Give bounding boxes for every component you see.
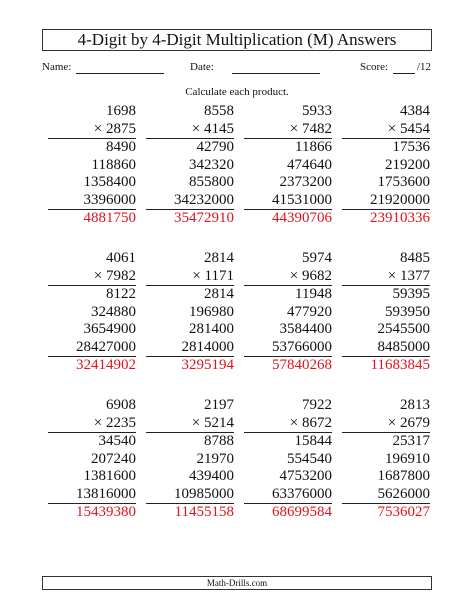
multiplier: × 8672 bbox=[289, 414, 332, 431]
multiplicand: 2813 bbox=[400, 397, 430, 413]
partial-product: 63376000 bbox=[272, 485, 332, 502]
problem-7 bbox=[238, 250, 336, 397]
worksheet-title: 4-Digit by 4-Digit Multiplication (M) Answers bbox=[42, 29, 432, 51]
partial-product: 554540 bbox=[287, 450, 332, 467]
partial-product: 196980 bbox=[189, 303, 234, 320]
problem-9 bbox=[42, 397, 140, 544]
partial-product: 207240 bbox=[91, 450, 136, 467]
problems-grid bbox=[42, 103, 434, 544]
multiplicand: 1698 bbox=[106, 103, 136, 119]
multiplicand: 2197 bbox=[204, 397, 234, 413]
partial-product: 11948 bbox=[295, 286, 332, 302]
multiplier: × 9682 bbox=[289, 267, 332, 284]
partial-product: 593950 bbox=[385, 303, 430, 320]
partial-product: 855800 bbox=[189, 174, 234, 190]
partial-product: 10985000 bbox=[174, 485, 234, 502]
problem-4 bbox=[336, 103, 434, 250]
instruction: Calculate each product. bbox=[185, 86, 289, 98]
problem-8 bbox=[336, 250, 434, 397]
problem-6 bbox=[140, 250, 238, 397]
answer: 57840268 bbox=[272, 357, 332, 373]
partial-product: 1687800 bbox=[377, 468, 430, 484]
partial-product: 42790 bbox=[196, 139, 234, 155]
multiplier: × 7982 bbox=[93, 267, 136, 284]
partial-product: 219200 bbox=[385, 156, 430, 173]
score-total: /12 bbox=[417, 61, 432, 73]
answer: 3295194 bbox=[181, 357, 234, 373]
multiplicand: 2814 bbox=[204, 250, 234, 266]
answer: 11683845 bbox=[370, 357, 430, 373]
answer: 32414902 bbox=[76, 357, 136, 373]
multiplier: × 5214 bbox=[191, 414, 234, 431]
multiplicand: 5933 bbox=[302, 103, 332, 119]
answer: 15439380 bbox=[76, 504, 136, 520]
multiplier: × 5454 bbox=[387, 120, 430, 137]
partial-product: 8485000 bbox=[377, 338, 430, 355]
partial-product: 477920 bbox=[287, 303, 332, 320]
partial-product: 281400 bbox=[189, 321, 234, 337]
partial-product: 17536 bbox=[392, 139, 430, 155]
multiplicand: 8485 bbox=[400, 250, 430, 266]
problem-5 bbox=[42, 250, 140, 397]
partial-product: 5626000 bbox=[377, 485, 430, 502]
problem-3 bbox=[238, 103, 336, 250]
partial-product: 3584400 bbox=[279, 321, 332, 337]
partial-product: 59395 bbox=[392, 286, 430, 302]
partial-product: 439400 bbox=[189, 468, 234, 484]
multiplicand: 5974 bbox=[302, 250, 332, 266]
name-field-line[interactable] bbox=[76, 73, 164, 74]
score-field-line[interactable] bbox=[393, 73, 415, 74]
partial-product: 11866 bbox=[295, 139, 332, 155]
problem-11 bbox=[238, 397, 336, 544]
multiplier: × 4145 bbox=[191, 120, 234, 137]
multiplier: × 1171 bbox=[192, 267, 234, 284]
partial-product: 21920000 bbox=[370, 191, 430, 208]
partial-product: 196910 bbox=[385, 450, 430, 467]
score-label: Score: bbox=[360, 61, 389, 73]
problem-2 bbox=[140, 103, 238, 250]
answer: 68699584 bbox=[272, 504, 332, 520]
partial-product: 342320 bbox=[189, 156, 234, 173]
partial-product: 3654900 bbox=[83, 321, 136, 337]
partial-product: 474640 bbox=[287, 156, 332, 173]
multiplier: × 2679 bbox=[387, 414, 430, 431]
multiplicand: 6908 bbox=[106, 397, 136, 413]
partial-product: 1381600 bbox=[83, 468, 136, 484]
partial-product: 118860 bbox=[91, 156, 136, 173]
footer: Math-Drills.com bbox=[42, 576, 432, 590]
partial-product: 41531000 bbox=[272, 191, 332, 208]
student-info-row bbox=[42, 60, 434, 80]
partial-product: 2814 bbox=[204, 286, 234, 302]
answer: 11455158 bbox=[174, 504, 234, 520]
answer: 7536027 bbox=[377, 504, 430, 520]
partial-product: 8788 bbox=[204, 433, 234, 449]
answer: 44390706 bbox=[272, 210, 332, 226]
partial-product: 15844 bbox=[294, 433, 332, 449]
partial-product: 2814000 bbox=[181, 338, 234, 355]
answer: 23910336 bbox=[370, 210, 430, 226]
partial-product: 4753200 bbox=[279, 468, 332, 484]
problem-1 bbox=[42, 103, 140, 250]
partial-product: 34232000 bbox=[174, 191, 234, 208]
multiplier: × 7482 bbox=[289, 120, 332, 137]
partial-product: 1358400 bbox=[83, 174, 136, 190]
name-label: Name: bbox=[42, 61, 72, 73]
partial-product: 53766000 bbox=[272, 338, 332, 355]
partial-product: 13816000 bbox=[76, 485, 136, 502]
answer: 35472910 bbox=[174, 210, 234, 226]
partial-product: 8122 bbox=[106, 286, 136, 302]
multiplier: × 2875 bbox=[93, 120, 136, 137]
multiplicand: 4384 bbox=[400, 103, 430, 119]
multiplicand: 7922 bbox=[302, 397, 332, 413]
partial-product: 1753600 bbox=[377, 174, 430, 190]
problem-10 bbox=[140, 397, 238, 544]
partial-product: 2373200 bbox=[279, 174, 332, 190]
date-field-line[interactable] bbox=[232, 73, 320, 74]
partial-product: 34540 bbox=[98, 433, 136, 449]
partial-product: 2545500 bbox=[377, 321, 430, 337]
partial-product: 3396000 bbox=[83, 191, 136, 208]
multiplier: × 2235 bbox=[93, 414, 136, 431]
partial-product: 324880 bbox=[91, 303, 136, 320]
partial-product: 25317 bbox=[392, 433, 430, 449]
partial-product: 8490 bbox=[106, 139, 136, 155]
date-label: Date: bbox=[190, 61, 214, 73]
partial-product: 21970 bbox=[196, 450, 234, 467]
multiplier: × 1377 bbox=[387, 267, 430, 284]
answer: 4881750 bbox=[83, 210, 136, 226]
multiplicand: 4061 bbox=[106, 250, 136, 266]
partial-product: 28427000 bbox=[76, 338, 136, 355]
multiplicand: 8558 bbox=[204, 103, 234, 119]
problem-12 bbox=[336, 397, 434, 544]
